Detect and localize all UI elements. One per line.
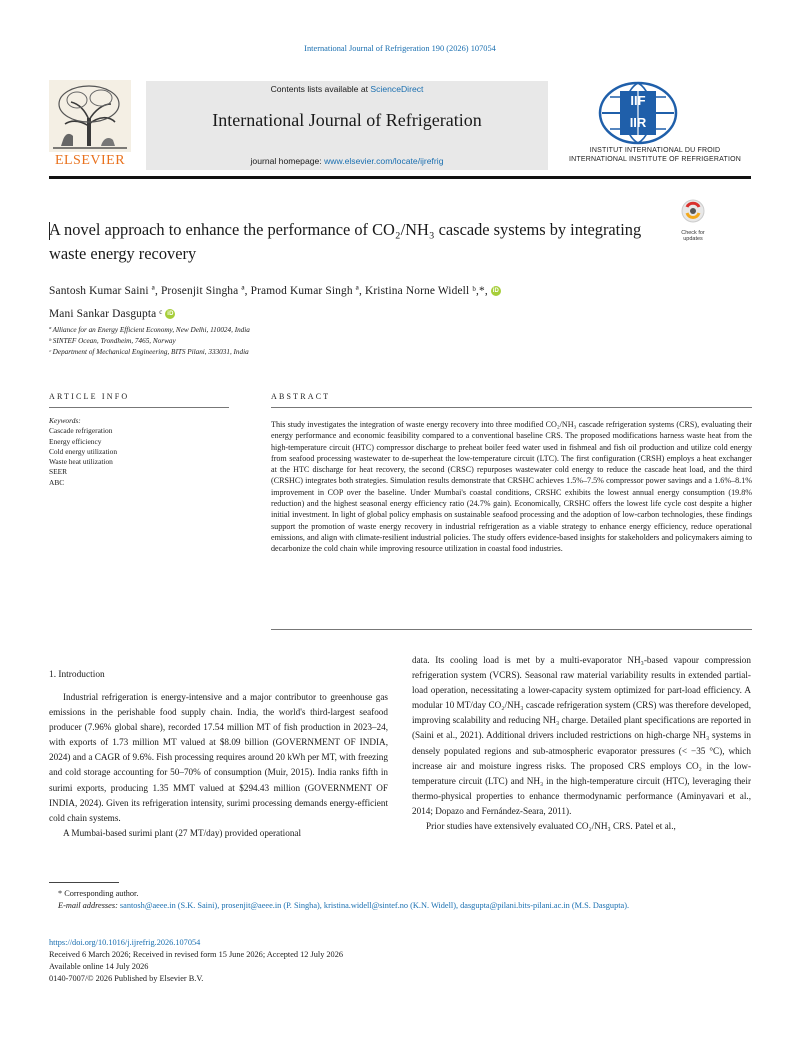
- iir-badge-top: IIF: [630, 93, 646, 108]
- keyword-item: Cold energy utilization: [49, 446, 118, 456]
- section-heading-introduction: 1. Introduction: [49, 670, 105, 680]
- check-for-updates-label: Check for updates: [681, 230, 705, 242]
- elsevier-logo: [49, 80, 131, 172]
- keyword-item: Cascade refrigeration: [49, 426, 113, 436]
- footnote-rule: [49, 882, 119, 883]
- keyword-item: SEER: [49, 467, 68, 477]
- homepage-prefix: journal homepage:: [250, 156, 325, 166]
- email-list[interactable]: santosh@aeee.in (S.K. Saini), prosenjit@aeee.in (P. Singha), kristina.widell@sintef.no (K.N. Widell), dasgupta@pilani.bits-pilani.ac.in (M.S. Dasgupta).: [119, 901, 630, 910]
- orcid-icon[interactable]: iD: [492, 288, 499, 295]
- email-addresses: [58, 900, 751, 912]
- corresponding-author-note: * Corresponding author.: [58, 889, 139, 898]
- abstract-text: This study investigates the integration of waste energy recovery into three modified CO₂/NH₃ cascade refrigeration systems (CRS), evaluating their energy performance and economic feasibility compared to a conventional baseline CRS. The proposed modifications harness waste heat from the high-temperature circuit (HTC) compressor discharge to preheat boiler feed water used in fishmeal and fish oil production and utilize cold energy from seafood processing wastewater to de-superheat the low-temperature circuit (LTC). The first configuration (CRSH) employs a heat exchanger at the HTC discharge for heat recovery, the second (CRSC) repurposes wastewater cold energy to reduce the cascade heat load, and the third (CRSHC) integrates both strategies. Simulation results demonstrate that CRSHC achieves 1.5%–7.5% compressor power savings and a 1.6%–8.1% improvement in COP over the baseline. Under Mumbai's coastal conditions, CRSHC exhibits the lowest annual energy consumption (19.8% reduction) and the highest seasonal energy efficiency ratio (24.7% gain). Economically, CRSHC offers the lowest life cycle cost despite a higher initial investment. In light of global policy emphasis on sustainable seafood processing and the adoption of low-carbon technologies, these findings support the promotion of waste energy recovery in industrial refrigeration as a viable strategy to enhance energy efficiency, reduce operational emissions, and align with climate-resilient industrial policies. The study offers evidence-based insights for stakeholders and policymakers aiming to decarbonize the cold chain while improving resource utilization in coastal food industries.: [271, 420, 752, 554]
- body-paragraph: Prior studies have extensively evaluated CO₂/NH₃ CRS. Patel et al.,: [426, 821, 676, 832]
- journal-homepage: [146, 156, 548, 166]
- body-paragraph: A Mumbai-based surimi plant (27 MT/day) provided operational: [63, 827, 302, 838]
- keyword-item: Energy efficiency: [49, 436, 102, 446]
- email-label: E-mail addresses:: [58, 901, 118, 910]
- available-online: Available online 14 July 2026: [49, 962, 149, 971]
- sciencedirect-link[interactable]: ScienceDirect: [370, 84, 424, 94]
- elsevier-wordmark: ELSEVIER: [54, 153, 126, 168]
- copyright-line: 0140-7007/© 2026 Published by Elsevier B.V.: [49, 974, 204, 983]
- doi-line: [49, 937, 751, 949]
- header-rule: [49, 176, 751, 179]
- doi-link[interactable]: https://doi.org/10.1016/j.ijrefrig.2026.107054: [49, 938, 201, 947]
- body-column-right: [412, 653, 751, 834]
- keywords-block: [49, 416, 229, 488]
- article-info-heading: ARTICLE INFO: [49, 392, 130, 401]
- body-column-left: [49, 690, 388, 841]
- body-paragraph: Industrial refrigeration is energy-intensive and a major contributor to greenhouse gas emissions in the perishable food supply chain. India, the world's third-largest seafood producer (7.96% global share), recorded 17.54 million MT of fish production in 2023–24, with exports of 1.73 million MT valued at $8.09 billion (GOVERNMENT OF INDIA, 2024) and a CAGR of 9.6%. Fish processing requires around 20 kWh per MT, with freezing and cold storage accounting for 50–70% of consumption (Muir, 2015). India ranks fifth in surimi exports, producing 1.35 MMT valued at $294.43 million (GOVERNMENT OF INDIA, 2024). Given its refrigeration intensity, surimi processing demands energy-efficient cold chain systems.: [49, 692, 388, 823]
- contents-prefix: Contents lists available at: [270, 84, 371, 94]
- iir-line-english: INTERNATIONAL INSTITUTE OF REFRIGERATION: [569, 156, 741, 163]
- authors-line-2: Mani Sankar Dasgupta ᶜ: [49, 308, 163, 320]
- contents-line: [146, 84, 548, 94]
- iir-institute-name: [550, 146, 760, 164]
- iir-globe-logo: [598, 81, 678, 145]
- article-info-rule: [49, 407, 229, 408]
- abstract-heading: ABSTRACT: [271, 392, 331, 401]
- iir-line-french: INSTITUT INTERNATIONAL DU FROID: [589, 147, 721, 154]
- affiliation-b: ᵇ SINTEF Ocean, Trondheim, 7465, Norway: [49, 337, 176, 345]
- body-paragraph: data. Its cooling load is met by a multi-evaporator NH₃-based vapour compression refrigeration system (VCRS). Seasonal raw material variability results in extended partial-load operation, necessitating a lower-capacity system optimized for part-load efficiency. A modular 10 MT/day CO₂/NH₃ cascade refrigeration system (CRS) was therefore developed, improving scalability and reducing NH₃ charge. Detailed plant specifications are reported in (Saini et al., 2021). Additional drivers included restrictions on high-charge NH₃ systems in densely populated regions and sub-atmospheric evaporator pressures (< −35 °C), which increase air and moisture ingress risks. The proposed CRS employs CO₂ in the low-temperature circuit (LTC) and NH₃ in the high-temperature circuit (HTC), leveraging their thermo-physical properties to enhance thermodynamic performance (Aminyavari et al., 2014; Dopazo and Fernández-Seara, 2011).: [412, 655, 751, 816]
- check-for-updates-icon: [675, 199, 711, 225]
- running-head: International Journal of Refrigeration 190 (2026) 107054: [304, 44, 496, 53]
- journal-name: International Journal of Refrigeration: [212, 110, 482, 130]
- abstract-rule: [271, 407, 752, 408]
- keyword-item: Waste heat utilization: [49, 457, 113, 467]
- abstract-bottom-rule: [271, 629, 752, 630]
- homepage-link[interactable]: www.elsevier.com/locate/ijrefrig: [324, 156, 444, 166]
- authors-line-1: Santosh Kumar Saini ª, Prosenjit Singha ª, Pramod Kumar Singh ª, Kristina Norne Widell ᵇ,*,: [49, 285, 491, 297]
- keyword-item: ABC: [49, 477, 65, 487]
- received-dates: Received 6 March 2026; Received in revised form 15 June 2026; Accepted 12 July 2026: [49, 950, 344, 959]
- iir-badge-bottom: IIR: [629, 115, 647, 130]
- author-list: [49, 280, 749, 326]
- orcid-icon[interactable]: iD: [167, 311, 174, 318]
- affiliation-c: ᶜ Department of Mechanical Engineering, BITS Pilani, 333031, India: [49, 348, 249, 356]
- article-title: A novel approach to enhance the performance of CO₂/NH₃ cascade systems by integrating waste energy recovery: [49, 220, 642, 263]
- affiliation-a: ª Alliance for an Energy Efficient Economy, New Delhi, 110024, India: [49, 326, 250, 334]
- check-for-updates-button[interactable]: [675, 199, 711, 242]
- keywords-label: Keywords:: [49, 416, 81, 425]
